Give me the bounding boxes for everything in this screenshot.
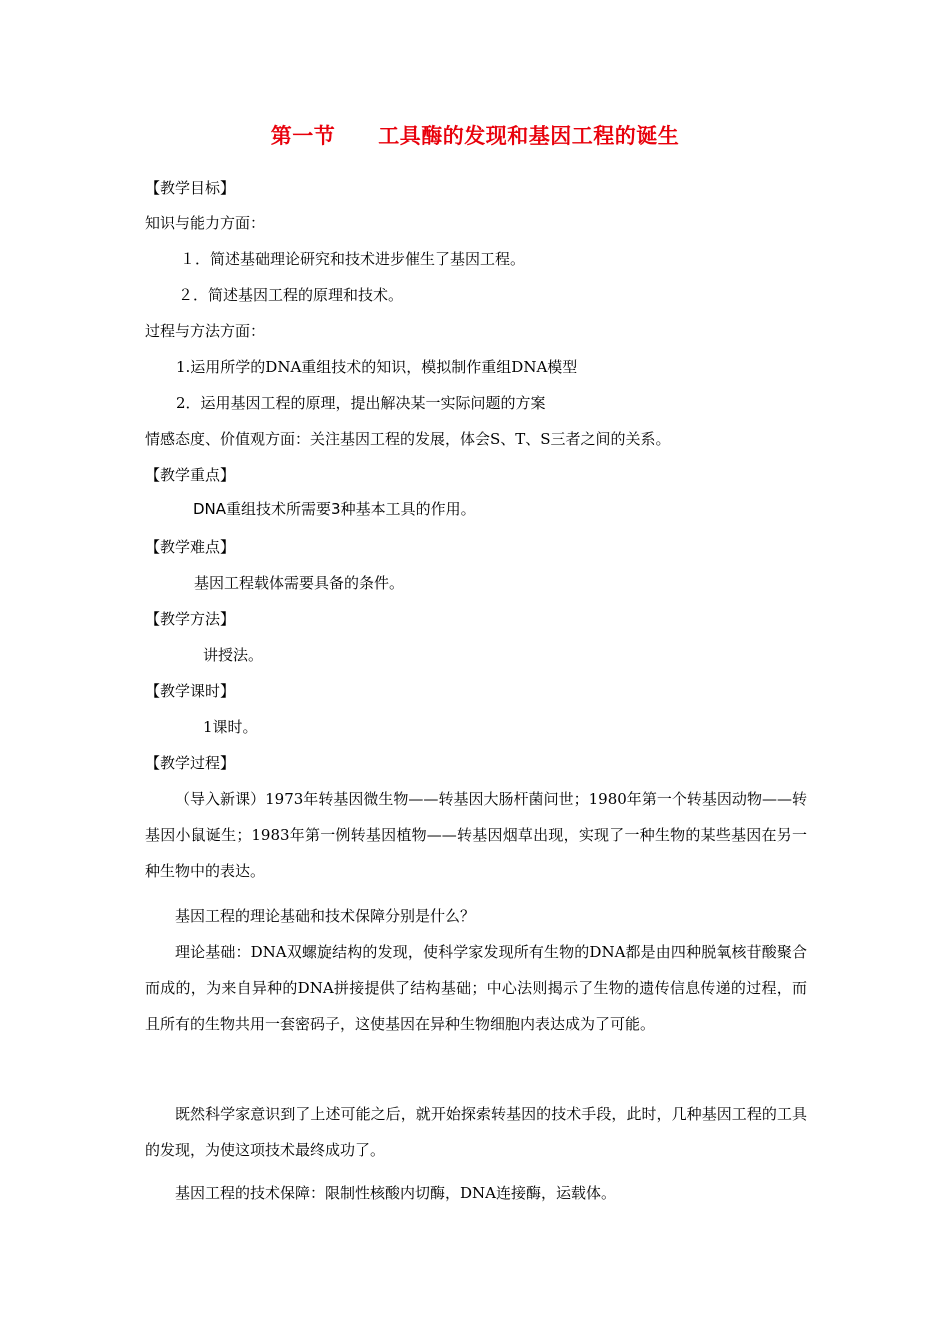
difficulties-text: 基因工程载体需要具备的条件。 [194, 574, 405, 592]
hours-text: 1课时。 [203, 718, 258, 736]
emotion-values-line: 情感态度、价值观方面：关注基因工程的发展，体会S、T、S三者之间的关系。 [145, 430, 671, 448]
knowledge-heading: 知识与能力方面： [145, 214, 266, 232]
process-method-item: 2．运用基因工程的原理，提出解决某一实际问题的方案 [176, 394, 546, 412]
methods-text: 讲授法。 [203, 646, 264, 664]
process-method-item: 1.运用所学的DNA重组技术的知识，模拟制作重组DNA模型 [176, 358, 578, 376]
knowledge-item: １．简述基础理论研究和技术进步催生了基因工程。 [180, 250, 526, 268]
process-method-heading: 过程与方法方面： [145, 322, 266, 340]
objectives-heading: 【教学目标】 [145, 179, 236, 197]
hours-heading: 【教学课时】 [145, 682, 236, 700]
key-points-heading: 【教学重点】 [145, 466, 236, 484]
page-title: 第一节 工具酶的发现和基因工程的诞生 [270, 124, 680, 148]
process-paragraph-technology: 基因工程的技术保障：限制性核酸内切酶，DNA连接酶，运载体。 [175, 1184, 616, 1202]
process-paragraph-theory: 理论基础：DNA双螺旋结构的发现，使科学家发现所有生物的DNA都是由四种脱氧核苷酸聚合而成的，为来自异种的DNA拼接提供了结构基础；中心法则揭示了生物的遗传信息传递的过程，而且所有的生物共用一套密码子，这使基因在异种生物细胞内表达成为了可能。 [145, 943, 807, 1033]
key-points-text: DNA重组技术所需要3种基本工具的作用。 [193, 500, 476, 518]
process-paragraph-question: 基因工程的理论基础和技术保障分别是什么？ [175, 907, 476, 925]
process-heading: 【教学过程】 [145, 754, 236, 772]
knowledge-item: ２．简述基因工程的原理和技术。 [178, 286, 404, 304]
methods-heading: 【教学方法】 [145, 610, 236, 628]
process-paragraph-tools: 既然科学家意识到了上述可能之后，就开始探索转基因的技术手段，此时，几种基因工程的工具的发现，为使这项技术最终成功了。 [145, 1105, 807, 1159]
process-paragraph-intro: （导入新课）1973年转基因微生物——转基因大肠杆菌问世；1980年第一个转基因动物——转基因小鼠诞生；1983年第一例转基因植物——转基因烟草出现，实现了一种生物的某些基因在另一种生物中的表达。 [145, 790, 807, 880]
difficulties-heading: 【教学难点】 [145, 538, 236, 556]
